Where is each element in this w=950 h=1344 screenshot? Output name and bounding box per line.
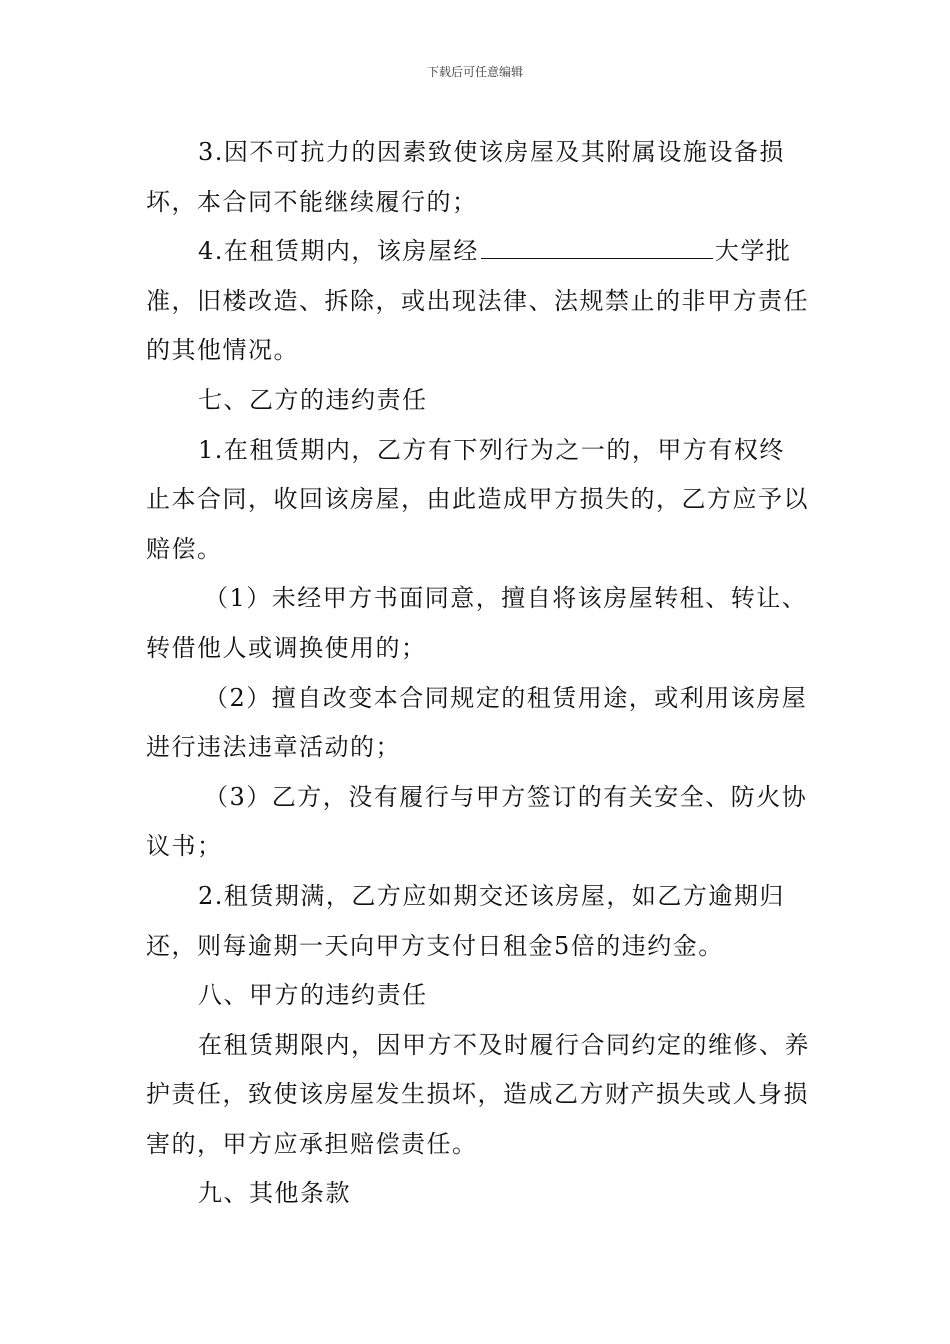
- clause-7-1-item-1: （1）未经甲方书面同意，擅自将该房屋转租、转让、转借他人或调换使用的；: [146, 584, 808, 662]
- clause-8-body: 在租赁期限内，因甲方不及时履行合同约定的维修、养护责任，致使该房屋发生损坏，造成乙方财产损失或人身损害的，甲方应承担赔偿责任。: [146, 1030, 810, 1158]
- clause-7-1-item-2: （2）擅自改变本合同规定的租赁用途，或利用该房屋进行违法违章活动的；: [146, 683, 808, 762]
- section-9-heading: 九、其他条款: [198, 1179, 351, 1208]
- fill-in-blank-university[interactable]: [481, 232, 713, 259]
- section-8-heading: 八、甲方的违约责任: [198, 981, 428, 1010]
- clause-4-text-before: 4.在租赁期内，该房屋经: [198, 237, 479, 266]
- document-body: [146, 128, 810, 1219]
- section-7-heading: 七、乙方的违约责任: [198, 385, 428, 414]
- clause-7-1-item-3: （3）乙方，没有履行与甲方签订的有关安全、防火协议书；: [146, 782, 808, 861]
- clause-4-text-after: 大学批准，旧楼改造、拆除，或出现法律、法规禁止的非甲方责任的其他情况。: [146, 237, 809, 365]
- clause-7-2: 2.租赁期满，乙方应如期交还该房屋，如乙方逾期归还，则每逾期一天向甲方支付日租金5倍的违约金。: [146, 881, 785, 960]
- clause-4-approval: [146, 227, 810, 376]
- clause-7-1: 1.在租赁期内，乙方有下列行为之一的，甲方有权终止本合同，收回该房屋，由此造成甲方损失的，乙方应予以赔偿。: [146, 435, 809, 563]
- page-header-note: 下载后可任意编辑: [426, 65, 523, 79]
- clause-3-force-majeure: 3.因不可抗力的因素致使该房屋及其附属设施设备损坏，本合同不能继续履行的；: [146, 138, 785, 216]
